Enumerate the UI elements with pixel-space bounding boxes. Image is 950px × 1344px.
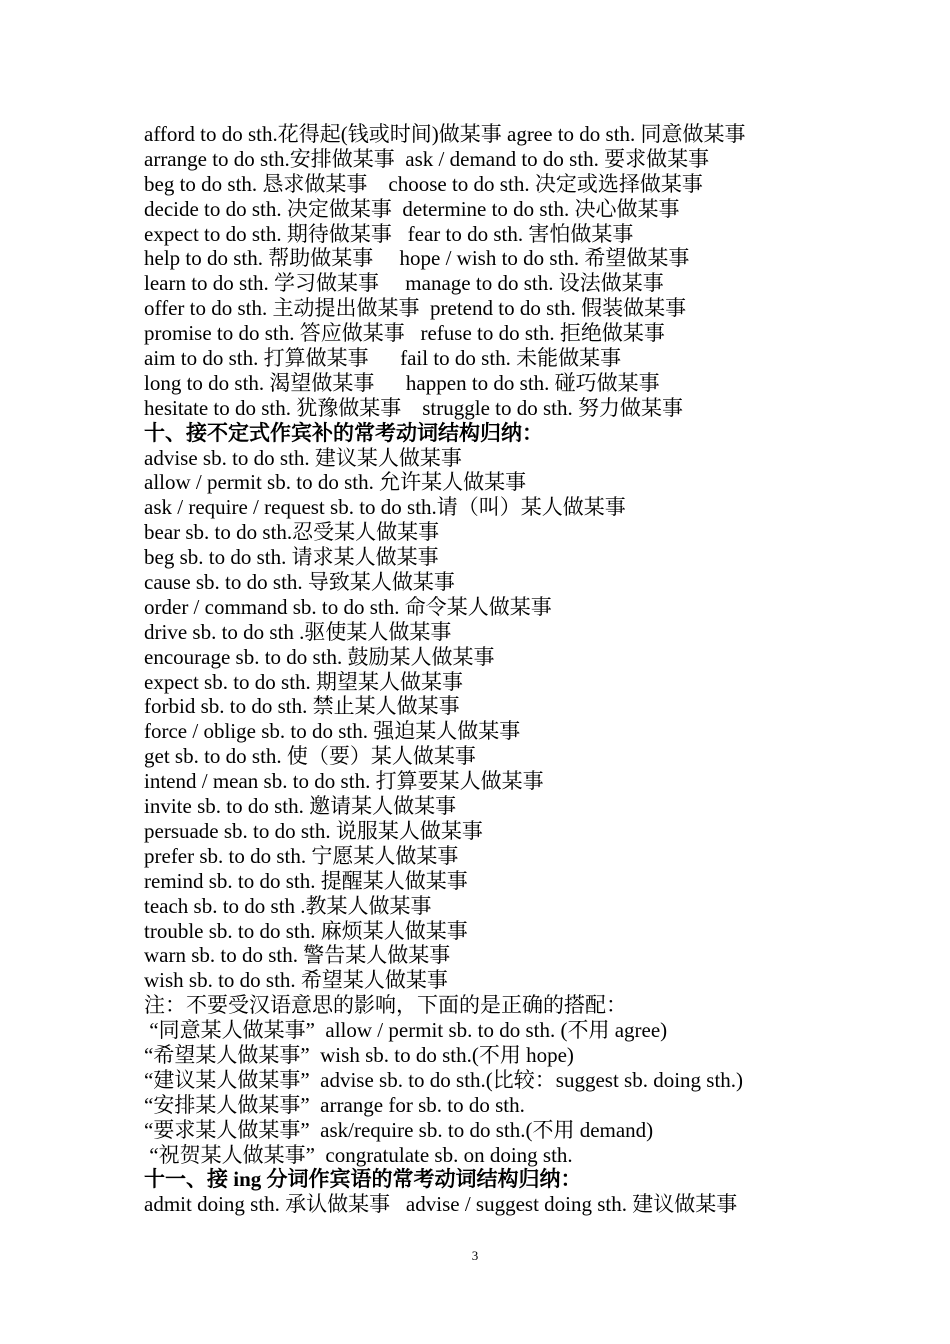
text-line: “建议某人做某事” advise sb. to do sth.(比较：suggest sb. doing sth.) [144,1067,744,1092]
text-line: help to do sth. 帮助做某事 hope / wish to do sth. 希望做某事 [144,246,690,271]
text-line: “同意某人做某事” allow / permit sb. to do sth. (不用 agree) [144,1018,668,1043]
text-line: beg to do sth. 恳求做某事 choose to do sth. 决定或选择做某事 [144,171,703,196]
text-line: warn sb. to do sth. 警告某人做某事 [144,943,451,968]
text-line: promise to do sth. 答应做某事 refuse to do sth. 拒绝做某事 [144,321,665,346]
text-line: afford to do sth.花得起(钱或时间)做某事 agree to do sth. 同意做某事 [144,122,746,146]
page-number: 3 [471,1248,479,1263]
text-line: drive sb. to do sth .驱使某人做某事 [144,619,452,644]
text-line: decide to do sth. 决定做某事 determine to do sth. 决心做某事 [144,196,680,221]
text-line: remind sb. to do sth. 提醒某人做某事 [144,868,468,893]
text-line: beg sb. to do sth. 请求某人做某事 [144,545,439,570]
text-line: encourage sb. to do sth. 鼓励某人做某事 [144,644,495,669]
text-line: wish sb. to do sth. 希望某人做某事 [144,968,448,993]
text-line: arrange to do sth.安排做某事 ask / demand to do sth. 要求做某事 [144,146,710,171]
text-line: bear sb. to do sth.忍受某人做某事 [144,520,440,545]
text-line: long to do sth. 渴望做某事 happen to do sth. 碰巧做某事 [144,370,660,395]
text-line: offer to do sth. 主动提出做某事 pretend to do sth. 假装做某事 [144,296,687,321]
text-line: prefer sb. to do sth. 宁愿某人做某事 [144,843,459,868]
text-line: ask / require / request sb. to do sth.请（叫）某人做某事 [144,495,626,520]
text-line: allow / permit sb. to do sth. 允许某人做某事 [144,470,527,495]
text-line: advise sb. to do sth. 建议某人做某事 [144,445,462,470]
text-line: admit doing sth. 承认做某事 advise / suggest doing sth. 建议做某事 [144,1192,738,1217]
text-line: aim to do sth. 打算做某事 fail to do sth. 未能做某事 [144,346,622,371]
text-line: force / oblige sb. to do sth. 强迫某人做某事 [144,719,521,744]
text-line: order / command sb. to do sth. 命令某人做某事 [144,594,552,619]
text-line: hesitate to do sth. 犹豫做某事 struggle to do sth. 努力做某事 [144,395,683,420]
text-line: learn to do sth. 学习做某事 manage to do sth. 设法做某事 [144,271,664,296]
text-line: expect to do sth. 期待做某事 fear to do sth. 害怕做某事 [144,221,634,246]
text-line: intend / mean sb. to do sth. 打算要某人做某事 [144,769,544,794]
text-line: invite sb. to do sth. 邀请某人做某事 [144,794,457,819]
text-line: trouble sb. to do sth. 麻烦某人做某事 [144,918,468,943]
text-line: persuade sb. to do sth. 说服某人做某事 [144,818,483,843]
text-line: 注：不要受汉语意思的影响，下面的是正确的搭配： [144,993,627,1018]
text-line: “祝贺某人做某事” congratulate sb. on doing sth. [144,1142,573,1167]
text-line: teach sb. to do sth .教某人做某事 [144,893,432,918]
text-line: forbid sb. to do sth. 禁止某人做某事 [144,694,460,719]
section-heading: 十一、接 ing 分词作宾语的常考动词结构归纳： [144,1167,582,1192]
section-heading: 十、接不定式作宾补的常考动词结构归纳： [144,420,543,445]
text-line: “安排某人做某事” arrange for sb. to do sth. [144,1092,525,1117]
text-line: “要求某人做某事” ask/require sb. to do sth.(不用 demand) [144,1117,654,1142]
text-line: expect sb. to do sth. 期望某人做某事 [144,669,464,694]
text-line: get sb. to do sth. 使（要）某人做某事 [144,744,476,769]
text-line: “希望某人做某事” wish sb. to do sth.(不用 hope) [144,1042,574,1067]
document-body [144,122,844,1217]
text-line: cause sb. to do sth. 导致某人做某事 [144,570,455,595]
